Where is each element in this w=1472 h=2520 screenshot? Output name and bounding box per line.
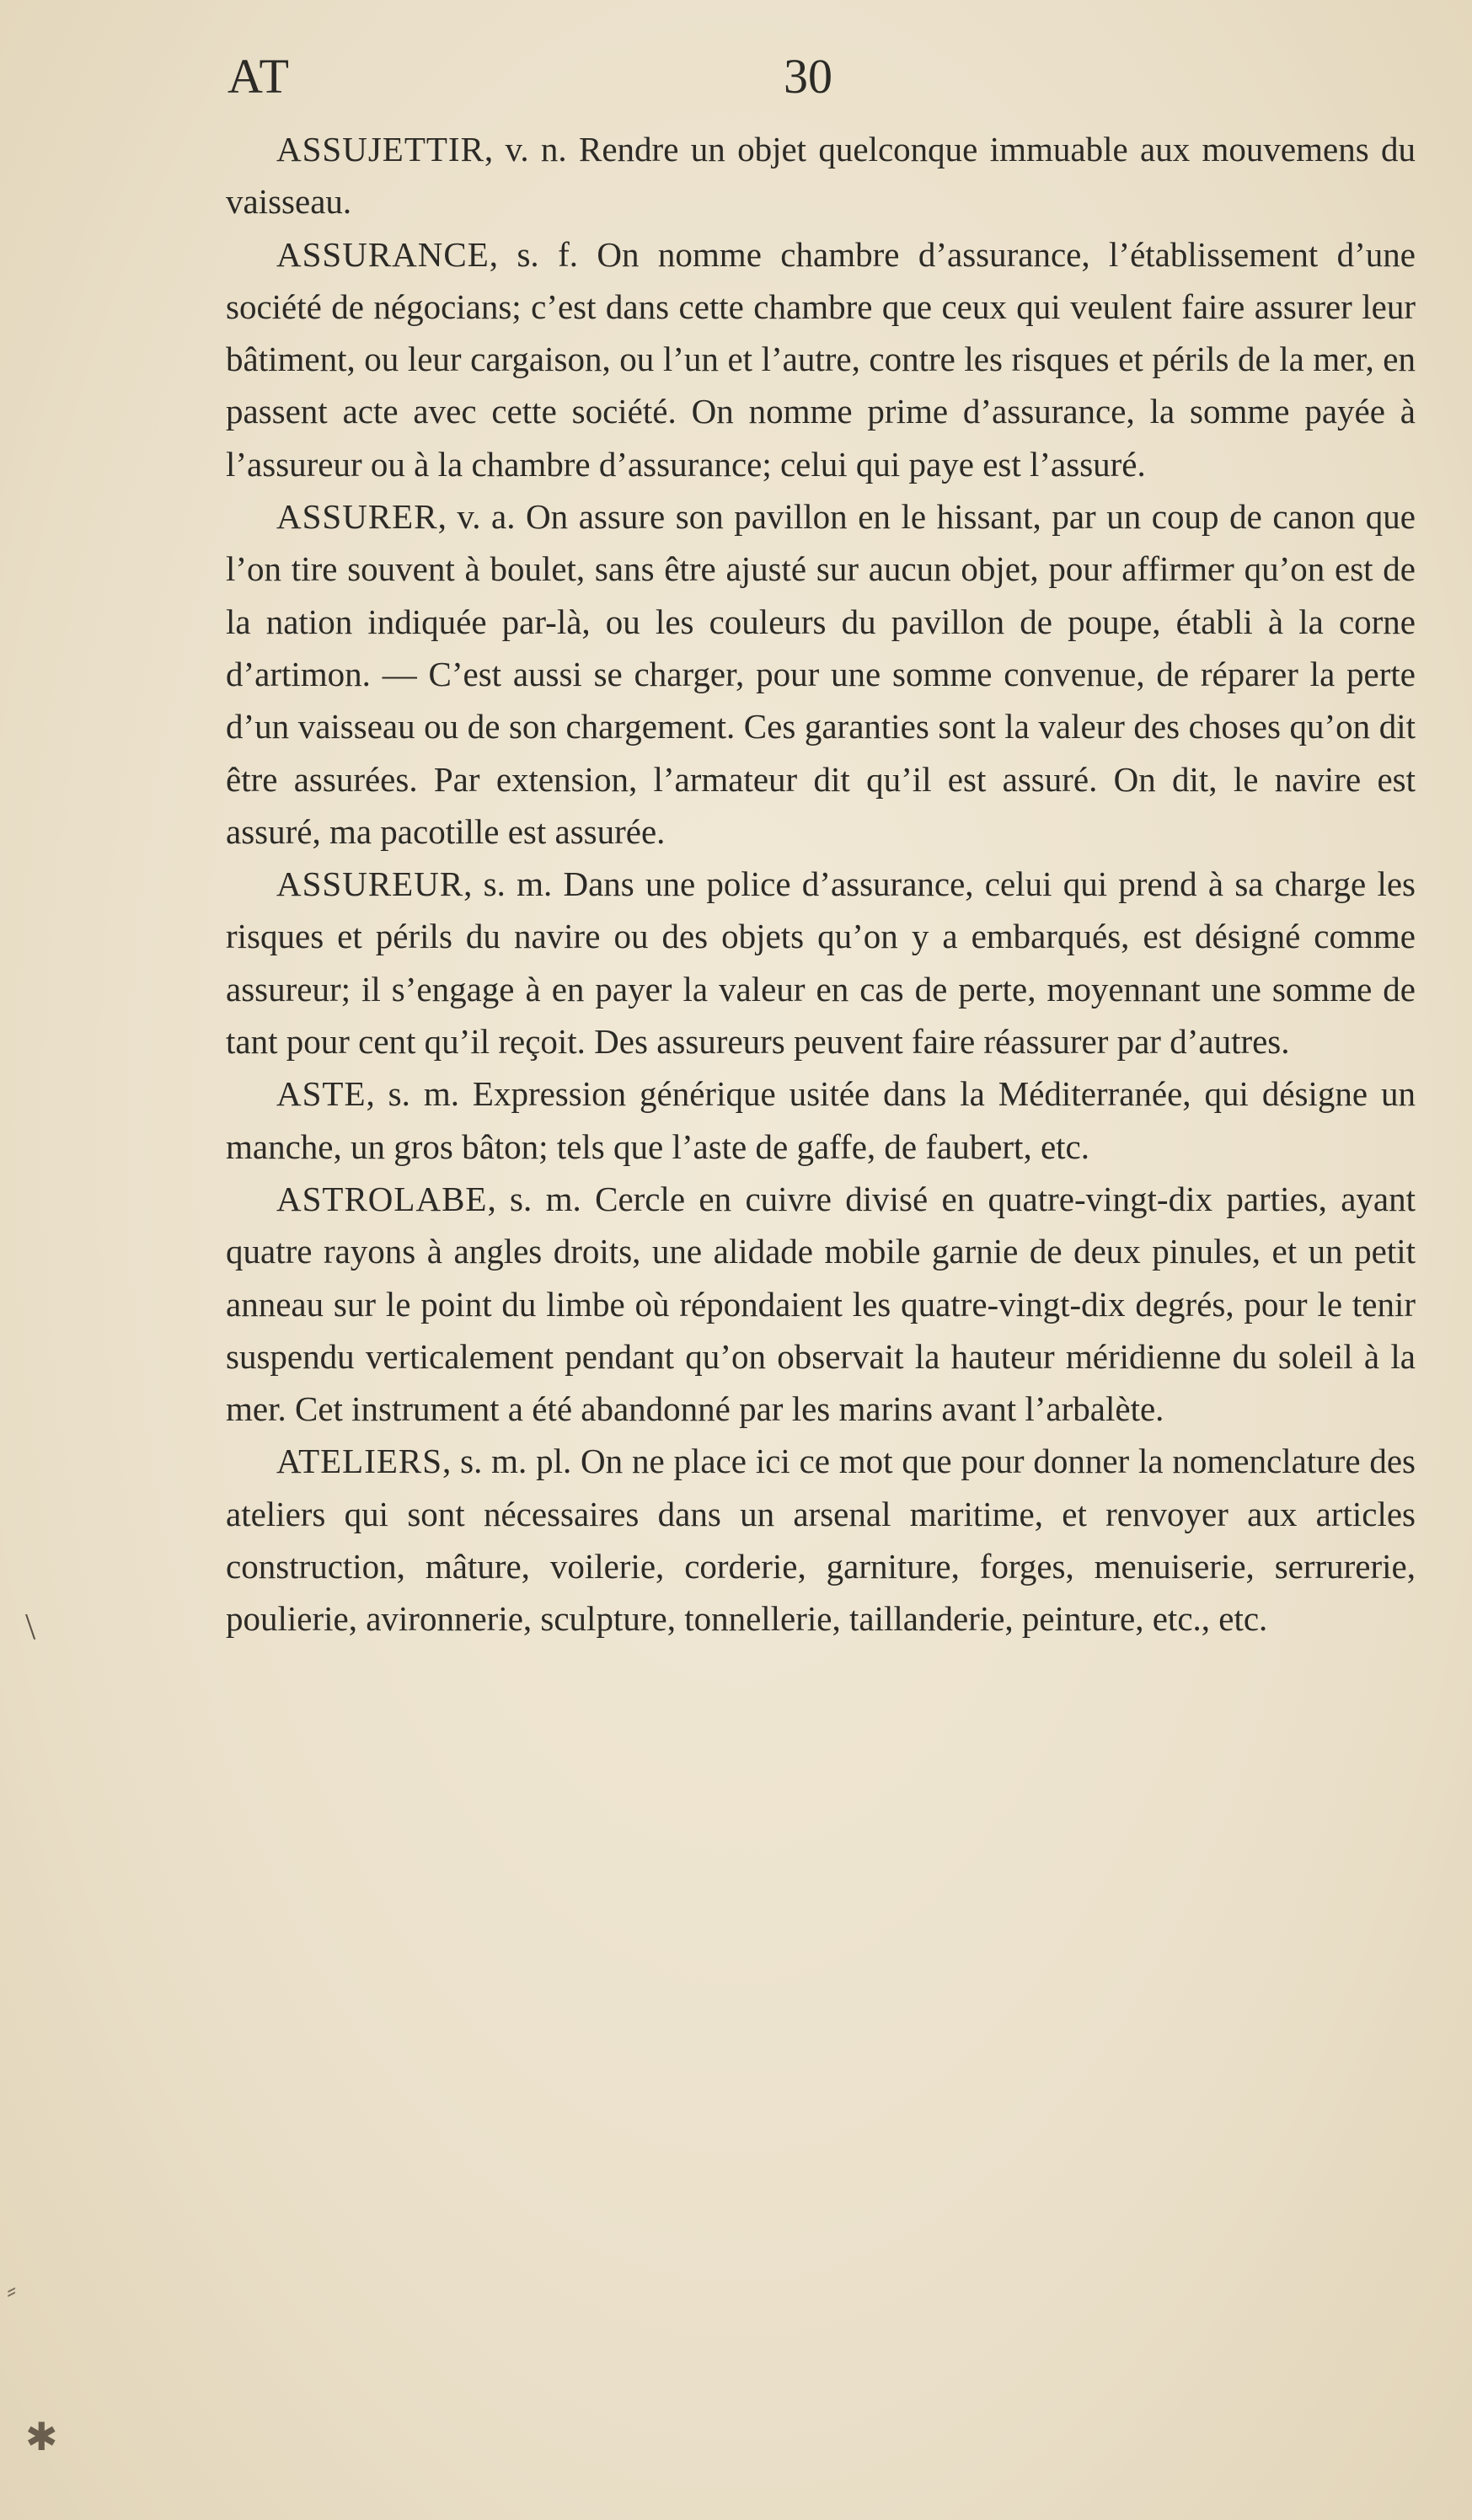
entry-aste (226, 1067, 1416, 1173)
entry-assurance (226, 228, 1416, 490)
entry-assureur (226, 858, 1416, 1067)
headword: ASSUREUR (276, 864, 464, 904)
headword: ASSURER (276, 497, 438, 537)
definition: , s. f. On nomme chambre d’assurance, l’établissement d’une société de négocians; c’est dans cette chambre que ceux qui veulent faire assurer leur bâtiment, ou leur cargaison, ou l’un et l’autre, contre les risques et périls de la mer, en passent acte avec cette société. On nomme prime d’assurance, la somme payée à l’assureur ou à la chambre d’assurance; celui qui paye est l’assuré. (226, 234, 1416, 484)
definition: , s. m. pl. On ne place ici ce mot que pour donner la nomenclature des ateliers qui sont nécessaires dans un arsenal maritime, et renvoyer aux articles construction, mâture, voilerie, corderie, garniture, forges, menuiserie, serrurerie, poulierie, avironnerie, sculpture, tonnellerie, taillanderie, peinture, etc., etc. (226, 1442, 1416, 1639)
headword: ASSURANCE (276, 234, 490, 274)
definition: , v. a. On assure son pavillon en le hissant, par un coup de canon que l’on tire souvent à boulet, sans être ajusté sur aucun objet, pour affirmer qu’on est de la nation indiquée par-là, ou les couleurs du pavillon de poupe, établi à la corne d’artimon. — C’est aussi se charger, pour une somme convenue, de réparer la perte d’un vaisseau ou de son chargement. Ces garanties sont la valeur des choses qu’on dit être assurées. Par extension, l’armateur dit qu’il est assuré. On dit, le navire est assuré, ma pacotille est assurée. (226, 497, 1416, 851)
entry-astrolabe (226, 1173, 1416, 1435)
margin-backslash-mark: \ (25, 1606, 36, 1647)
definition: , s. m. Expression générique usitée dans la Méditerranée, qui désigne un manche, un gros bâton; tels que l’aste de gaffe, de faubert, etc. (226, 1074, 1416, 1166)
headword: ATELIERS (276, 1442, 443, 1481)
entry-assurer (226, 490, 1416, 858)
headword: ASTE (276, 1074, 367, 1114)
margin-stain-mark: ✱ (25, 2416, 58, 2458)
margin-left-mark: ⸗ (7, 2275, 17, 2306)
headword: ASTROLABE (276, 1179, 488, 1218)
entry-assujettir (226, 123, 1416, 228)
definition: , s. m. Dans une police d’assurance, celui qui prend à sa charge les risques et périls du navire ou des objets qu’on y a embarqués, est désigné comme assureur; il s’engage à en payer la valeur en cas de perte, moyennant une somme de tant pour cent qu’il reçoit. Des assureurs peuvent faire réassurer par d’autres. (226, 864, 1416, 1062)
definition: , s. m. Cercle en cuivre divisé en quatre-vingt-dix parties, ayant quatre rayons à angles droits, une alidade mobile garnie de deux pinules, et un petit anneau sur le point du limbe où répondaient les quatre-vingt-dix degrés, pour le tenir suspendu verticalement pendant qu’on observait la hauteur méridienne du soleil à la mer. Cet instrument a été abandonné par les marins avant l’arbalète. (226, 1179, 1416, 1429)
definition: , v. n. Rendre un objet quelconque immuable aux mouvemens du vaisseau. (226, 130, 1416, 222)
entry-ateliers (226, 1435, 1416, 1645)
page-number: 30 (784, 49, 832, 104)
running-head: AT (227, 49, 291, 104)
dictionary-text (226, 123, 1416, 1645)
headword: ASSUJETTIR (276, 130, 484, 169)
page-header (227, 49, 1416, 120)
